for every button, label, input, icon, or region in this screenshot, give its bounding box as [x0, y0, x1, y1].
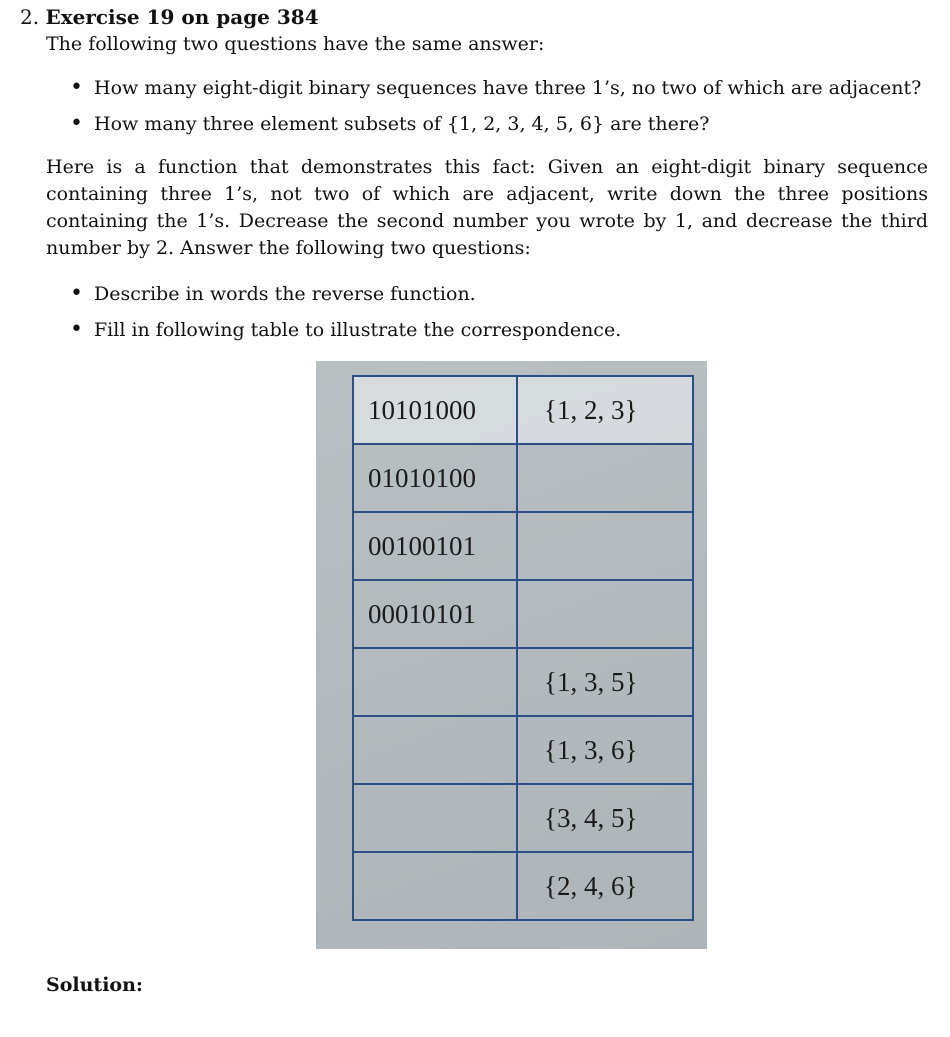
- table-row: [353, 376, 693, 444]
- question-list: [70, 74, 921, 146]
- subset-cell: {1, 3, 5}: [517, 648, 693, 716]
- table-photo: [316, 361, 707, 949]
- sequence-cell: 10101000: [353, 376, 517, 444]
- exercise-number: 2.: [20, 5, 40, 29]
- table-row: [353, 852, 693, 920]
- correspondence-table: [352, 375, 694, 921]
- question-item: • How many three element subsets of {1, 2, 3, 4, 5, 6} are there?: [70, 110, 921, 146]
- sequence-cell: 00010101: [353, 580, 517, 648]
- sequence-cell: 01010100: [353, 444, 517, 512]
- table-row: [353, 716, 693, 784]
- function-description: Here is a function that demonstrates this fact: Given an eight-digit binary sequence containing three 1’s, not two of which are adjacent, write down the three positions containing the 1’s. Decrease the second number you wrote by 1, and decrease the third number by 2. Answer the following two questions:: [46, 156, 928, 259]
- table-row: [353, 580, 693, 648]
- subset-cell: {3, 4, 5}: [517, 784, 693, 852]
- table-row: [353, 648, 693, 716]
- sequence-cell: [353, 852, 517, 920]
- sequence-cell: 00100101: [353, 512, 517, 580]
- table-row: [353, 444, 693, 512]
- exercise-title: Exercise 19 on page 384: [45, 5, 319, 29]
- task-item: • Describe in words the reverse function.: [70, 280, 621, 316]
- intro-text: The following two questions have the same answer:: [46, 33, 545, 55]
- sequence-cell: [353, 716, 517, 784]
- exercise-heading: [20, 4, 319, 30]
- subset-cell: {1, 2, 3}: [517, 376, 693, 444]
- sequence-cell: [353, 648, 517, 716]
- task-item: • Fill in following table to illustrate the correspondence.: [70, 316, 621, 352]
- subset-cell: {1, 3, 6}: [517, 716, 693, 784]
- subset-cell: [517, 512, 693, 580]
- subset-cell: [517, 444, 693, 512]
- table-row: [353, 512, 693, 580]
- sequence-cell: [353, 784, 517, 852]
- solution-label: Solution:: [46, 974, 143, 996]
- subset-cell: {2, 4, 6}: [517, 852, 693, 920]
- table-row: [353, 784, 693, 852]
- subset-cell: [517, 580, 693, 648]
- task-list: [70, 280, 621, 352]
- question-item: • How many eight-digit binary sequences have three 1’s, no two of which are adjacent?: [70, 74, 921, 110]
